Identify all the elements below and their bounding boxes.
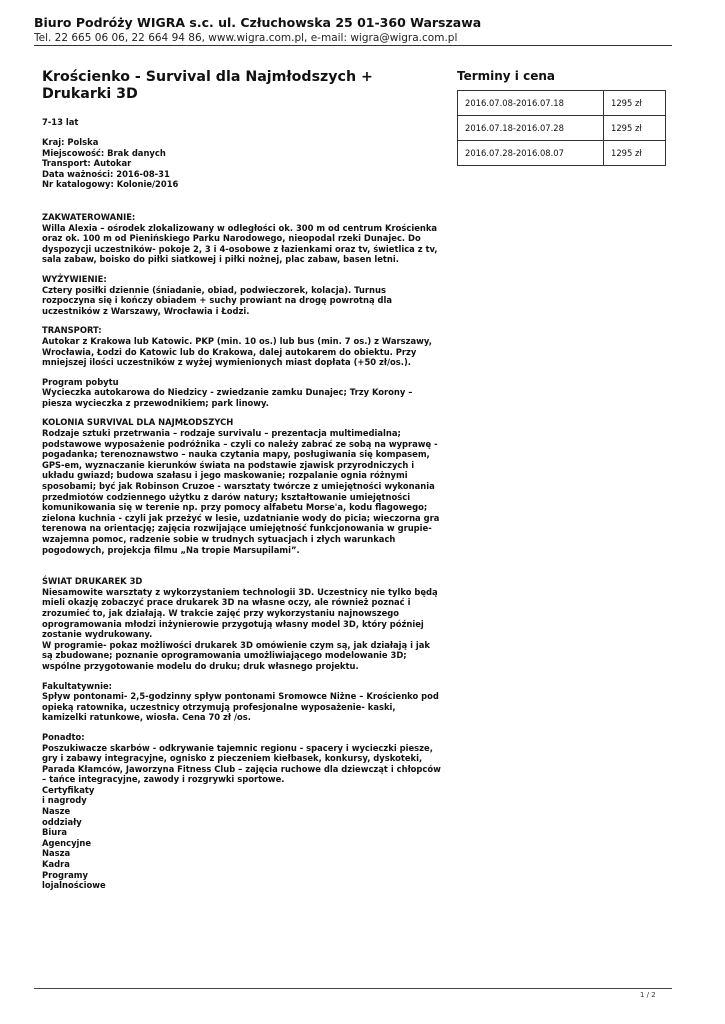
- meta-valid-until: Data ważności: 2016-08-31: [42, 168, 170, 179]
- link-programs[interactable]: Programy: [42, 869, 88, 880]
- section-survival: [42, 417, 442, 555]
- section-heading: ŚWIAT DRUKAREK 3D: [42, 576, 143, 587]
- link-agency[interactable]: Agencyjne: [42, 837, 92, 848]
- term-dates: 2016.07.08-2016.07.18: [458, 91, 604, 116]
- age-range: 7-13 lat: [42, 117, 79, 127]
- section-heading: Program pobytu: [42, 376, 119, 387]
- company-name: Biuro Podróży WIGRA s.c. ul. Człuchowska 25 01-360 Warszawa: [34, 15, 482, 30]
- section-heading: TRANSPORT:: [42, 325, 102, 336]
- table-row: [458, 91, 666, 116]
- term-dates: 2016.07.18-2016.07.28: [458, 116, 604, 141]
- table-row: [458, 141, 666, 166]
- section-heading: WYŻYWIENIE:: [42, 273, 107, 284]
- section-text: Spływ pontonami- 2,5-godzinny spływ pontonami Sromowce Niżne – Krościenko pod opieką ratownika, uczestnicy otrzymują profesjonalne wyposażenie- kaski, kamizelki ratunkowe, wiosła. Cena 70 zł /os.: [42, 691, 439, 723]
- prices-table: [457, 90, 666, 166]
- section-accommodation: [42, 212, 442, 265]
- term-price: 1295 zł: [604, 91, 666, 116]
- term-price: 1295 zł: [604, 141, 666, 166]
- section-text: W programie- pokaz możliwości drukarek 3D omówienie czym są, jak działają i jak są zbudowane; poznanie oprogramowania umożliwiającego modelowanie 3D; wspólne przygotowanie modelu do druku; druk własnego projektu.: [42, 639, 430, 671]
- offer-meta: [42, 137, 442, 190]
- page-header: [34, 14, 674, 45]
- link-team[interactable]: Kadra: [42, 859, 70, 870]
- section-text: Cztery posiłki dziennie (śniadanie, obiad, podwieczorek, kolacja). Turnus rozpoczyna się i kończy obiadem + suchy prowiant na drogę powrotną dla uczestników z Warszawy, Wrocławia i Łodzi.: [42, 284, 393, 316]
- section-heading: Fakultatywnie:: [42, 680, 113, 691]
- prices-panel: [457, 69, 667, 166]
- offer-content: [42, 69, 442, 900]
- section-3d-printers: [42, 576, 442, 671]
- prices-title: Terminy i cena: [457, 69, 555, 83]
- offer-title: Krościenko - Survival dla Najmłodszych + Drukarki 3D: [42, 69, 373, 102]
- meta-transport: Transport: Autokar: [42, 158, 132, 169]
- section-program: [42, 377, 442, 409]
- section-text: Willa Alexia – ośrodek zlokalizowany w odległości ok. 300 m od centrum Krościenka oraz ok. 100 m od Pienińskiego Parku Narodowego, nieopodal rzeki Dunajec. Do dyspozycji uczestników- pokoje 2, 3 i 4-osobowe z łazienkami oraz tv, świetlica z tv, sala zabaw, boisko do piłki siatkowej i piłki nożnej, plac zabaw, basen letni.: [42, 222, 438, 265]
- section-optional: [42, 681, 442, 723]
- section-heading: Ponadto:: [42, 731, 85, 742]
- section-extra: [42, 732, 442, 891]
- section-heading: KOLONIA SURVIVAL DLA NAJMŁODSZYCH: [42, 417, 234, 428]
- section-text: Autokar z Krakowa lub Katowic. PKP (min. 10 os.) lub bus (min. 7 os.) z Warszawy, Wrocławia, Łodzi do Katowic lub do Krakowa, dalej autokarem do obiektu. Przy mniejszej ilości uczestników z wyżej wymienionych miast dopłata (+50 zł/os.).: [42, 335, 432, 368]
- section-transport: [42, 325, 442, 367]
- section-text: Wycieczka autokarowa do Niedzicy - zwiedzanie zamku Dunajec; Trzy Korony – piesza wycieczka z przewodnikiem; park linowy.: [42, 387, 413, 408]
- section-text: Niesamowite warsztaty z wykorzystaniem technologii 3D. Uczestnicy nie tylko będą mieli okazję zobaczyć prace drukarek 3D na własne oczy, ale również poznać i zrozumieć to, jak działają. W trakcie zajęć przy wykorzystaniu najnowszego oprogramowania młodzi inżynierowie przygotują własny model 3D, który później zostanie wydrukowany.: [42, 586, 438, 640]
- meta-catalog-number: Nr katalogowy: Kolonie/2016: [42, 179, 179, 190]
- page-number: 1 / 2: [640, 991, 656, 999]
- header-divider: [34, 45, 672, 46]
- section-text: Poszukiwacze skarbów - odkrywanie tajemnic regionu - spacery i wycieczki piesze, gry i zabawy integracyjne, ognisko z pieczeniem kiełbasek, konkursy, dyskoteki, Parada Kłamców, Jaworzyna Fitness Club – zajęcia ruchowe dla dziewcząt i chłopców – tańce integracyjne, zawody i rozgrywki sportowe.: [42, 742, 441, 785]
- link-our-team[interactable]: Nasza: [42, 848, 71, 859]
- company-contact: Tel. 22 665 06 06, 22 664 94 86, www.wigra.com.pl, e-mail: wigra@wigra.com.pl: [34, 32, 458, 44]
- meta-country: Kraj: Polska: [42, 137, 99, 147]
- section-text: Rodzaje sztuki przetrwania – rodzaje survivalu – prezentacja multimedialna; podstawowe wyposażenie podróżnika – czyli co należy zabrać ze sobą na wyprawę - pogadanka; terenoznawstwo – nauka czytania mapy, posługiwania się kompasem, GPS-em, wyznaczanie kierunków świata na podstawie zjawisk przyrodniczych i układu gwiazd; budowa szałasu i jego maskowanie; rozpalanie ognia różnymi sposobami; być jak Robinson Cruzoe - warsztaty twórcze z umiejętności wykonania przedmiotów codziennego użytku z darów natury; kształtowanie umiejętności komunikowania się w terenie np. przy pomocy alfabetu Morse'a, kodu flagowego; zielona kuchnia - czyli jak przeżyć w lesie, uzdatnianie wody do picia; wieczorna gra terenowa na orientację; zajęcia rozwijające umiejętność funkcjonowania w grupie- wzajemna pomoc, radzenie sobie w trudnych sytuacjach i złych warunkach pogodowych, projekcja filmu „Na tropie Marsupilami”.: [42, 428, 440, 555]
- link-certificates[interactable]: Certyfikaty: [42, 784, 95, 795]
- section-heading: ZAKWATEROWANIE:: [42, 211, 136, 222]
- offer-description: [42, 212, 442, 891]
- term-price: 1295 zł: [604, 116, 666, 141]
- link-awards[interactable]: i nagrody: [42, 795, 87, 806]
- footer-divider: [34, 988, 672, 989]
- link-agency-offices[interactable]: Biura: [42, 827, 67, 838]
- link-our[interactable]: Nasze: [42, 806, 71, 817]
- link-branches[interactable]: oddziały: [42, 816, 82, 827]
- term-dates: 2016.07.28-2016.08.07: [458, 141, 604, 166]
- meta-location: Miejscowość: Brak danych: [42, 147, 166, 158]
- table-row: [458, 116, 666, 141]
- link-loyalty[interactable]: lojalnościowe: [42, 880, 106, 891]
- section-food: [42, 274, 442, 316]
